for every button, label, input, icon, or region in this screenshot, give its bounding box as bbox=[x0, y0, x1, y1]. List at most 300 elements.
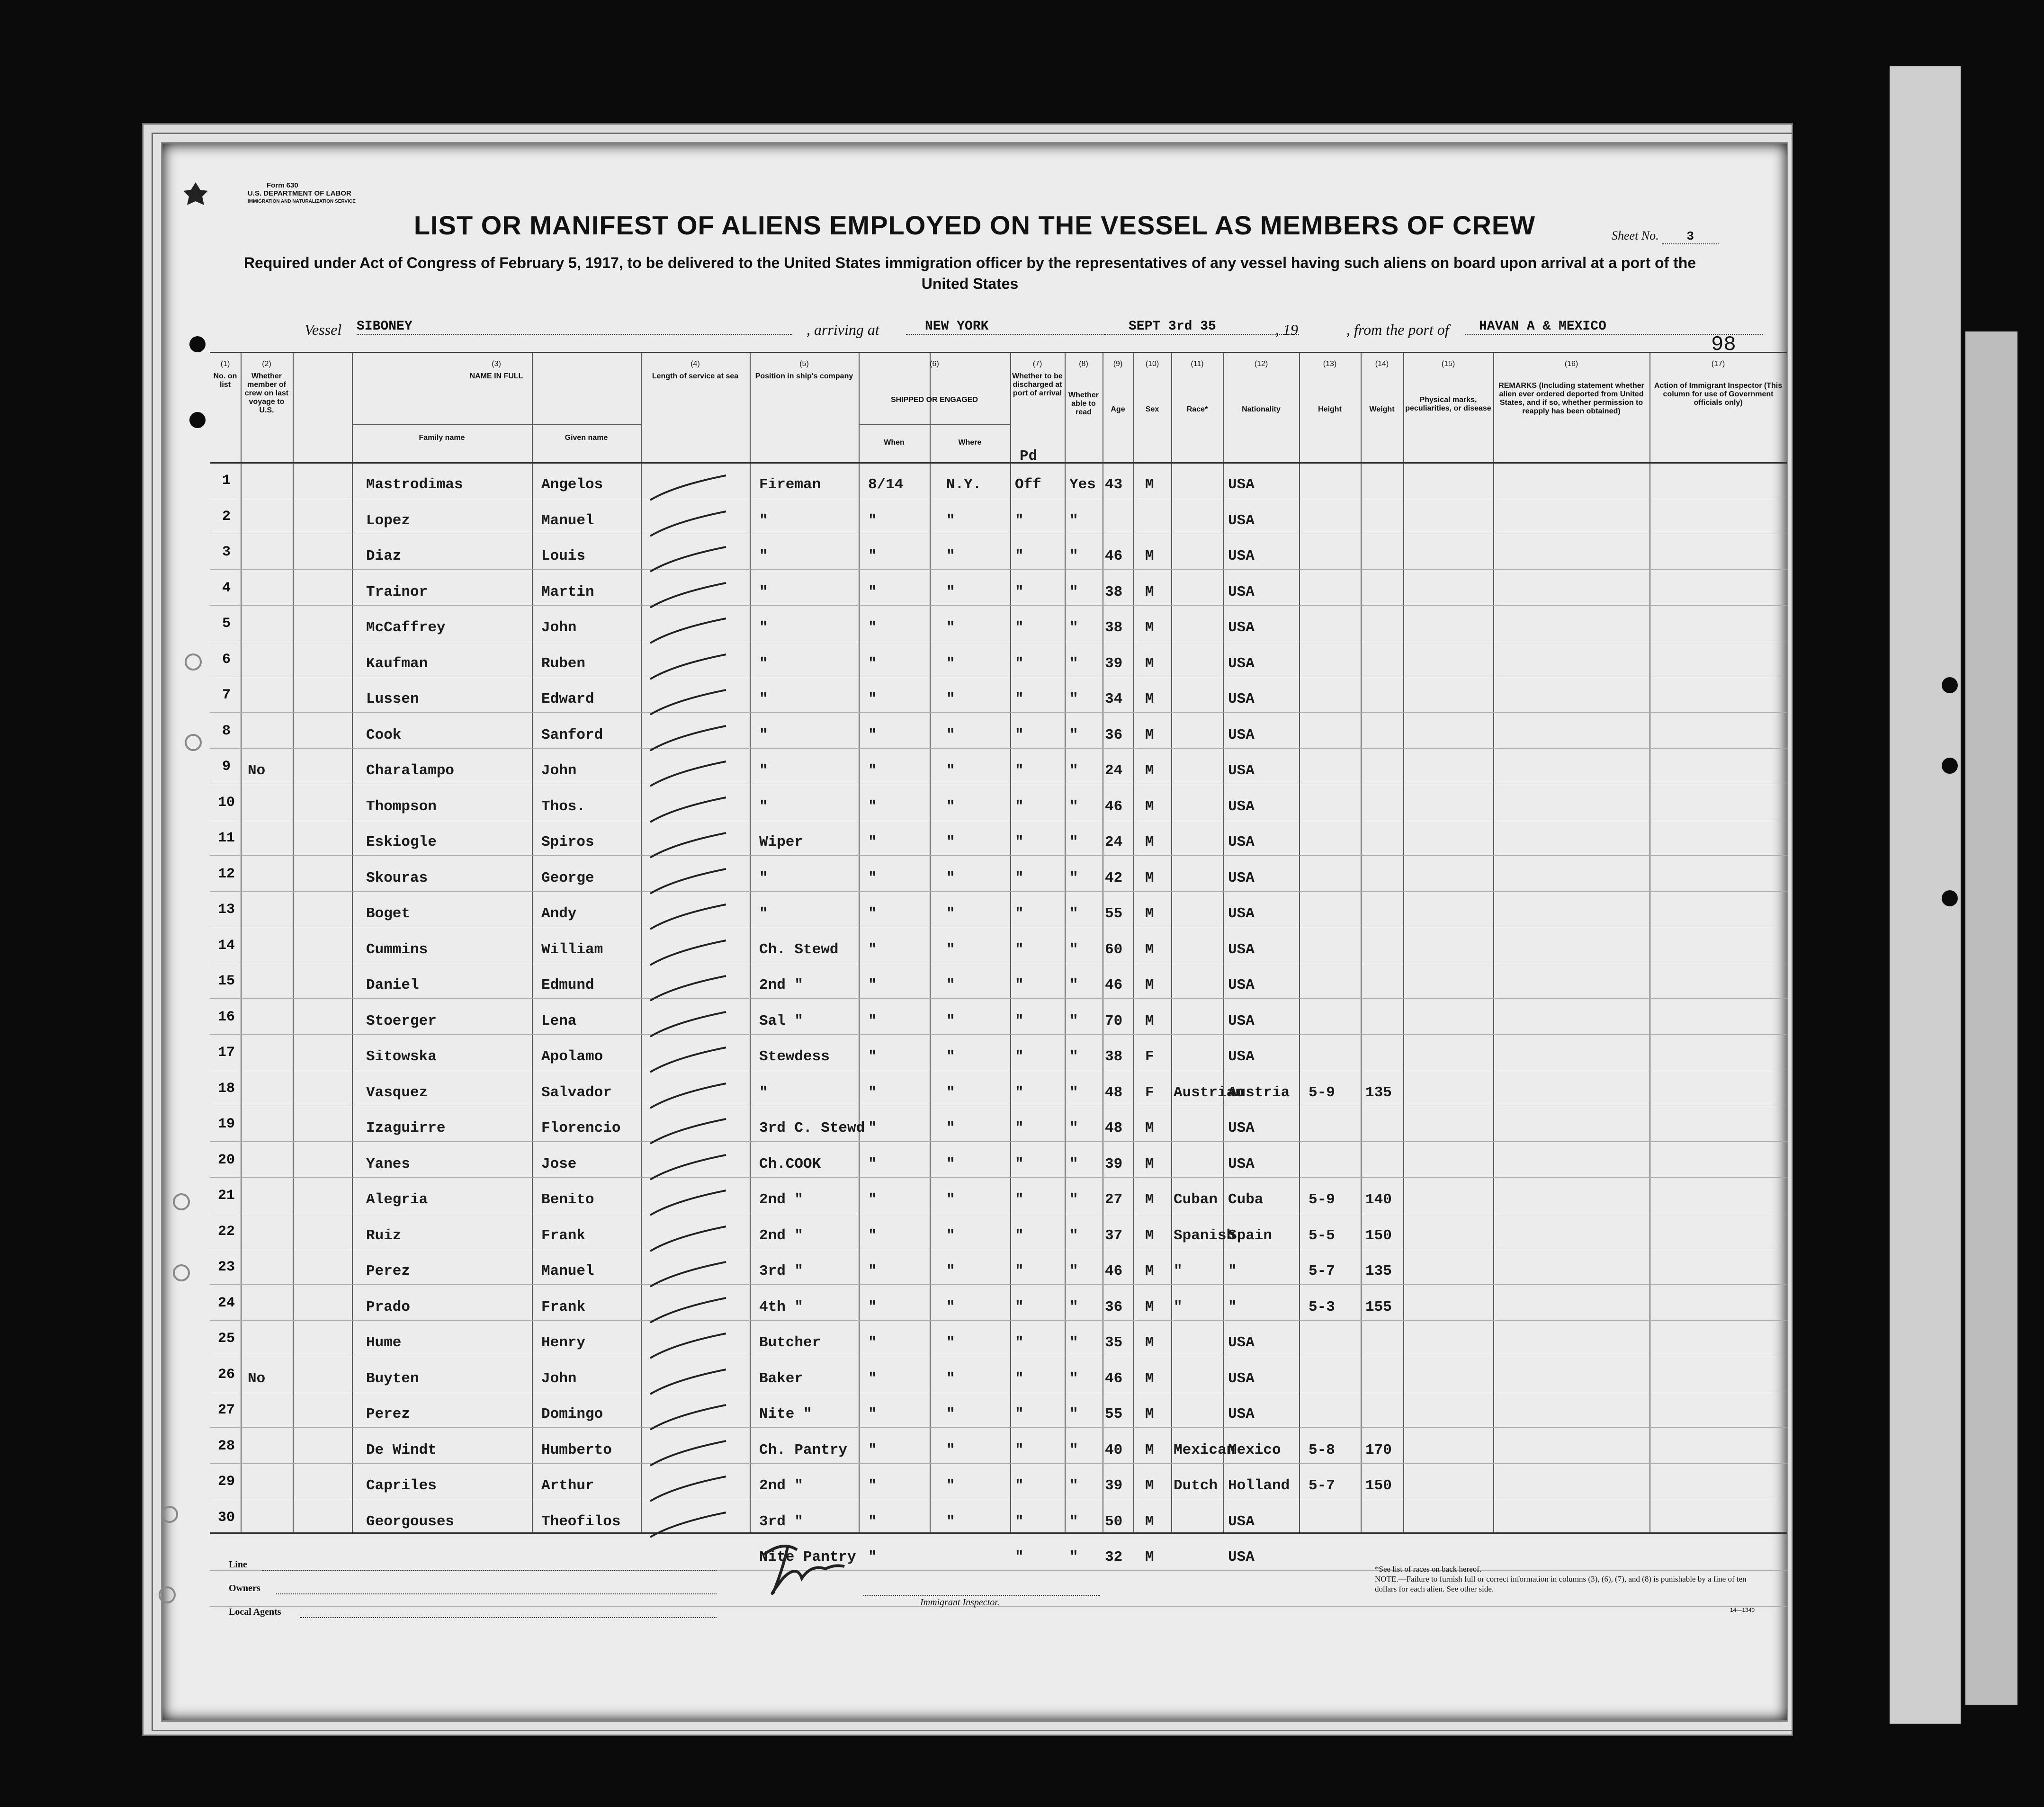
cell-sex: M bbox=[1145, 1406, 1154, 1422]
row-number: 16 bbox=[217, 1009, 235, 1025]
column-header: Family name bbox=[419, 434, 465, 442]
cell-where: " bbox=[946, 1048, 955, 1065]
service-check-mark bbox=[645, 829, 731, 862]
cell-weight: 155 bbox=[1365, 1298, 1392, 1315]
cell-where: " bbox=[946, 1227, 955, 1244]
cell-family: Cummins bbox=[366, 941, 428, 958]
cell-where: " bbox=[946, 619, 955, 636]
form-id-line: U.S. DEPARTMENT OF LABOR bbox=[248, 189, 351, 197]
table-row bbox=[210, 473, 1787, 512]
table-row bbox=[210, 902, 1787, 941]
manifest-page bbox=[161, 142, 1788, 1722]
owners-field bbox=[276, 1593, 717, 1594]
cell-sex: M bbox=[1145, 798, 1154, 815]
form-identifier bbox=[210, 181, 356, 206]
cell-discharged: " bbox=[1015, 548, 1024, 564]
cell-age: 34 bbox=[1105, 691, 1123, 707]
arrival-port: NEW YORK bbox=[906, 319, 1105, 335]
service-check-mark bbox=[645, 1187, 731, 1220]
row-number: 9 bbox=[222, 759, 231, 775]
column-header: REMARKS (Including statement whether alien ever ordered deported from United States, and if so, whether permission to reapply has been obtained) bbox=[1498, 382, 1644, 415]
cell-given: Florencio bbox=[541, 1120, 621, 1136]
cell-read: " bbox=[1069, 977, 1078, 993]
service-check-stroke bbox=[650, 869, 726, 894]
cell-when: " bbox=[868, 1191, 877, 1208]
manifest-title: LIST OR MANIFEST OF ALIENS EMPLOYED ON THE VESSEL AS MEMBERS OF CREW bbox=[413, 210, 1536, 240]
cell-race: Mexican bbox=[1174, 1441, 1236, 1458]
table-row bbox=[210, 508, 1787, 548]
cell-weight: 150 bbox=[1365, 1477, 1392, 1494]
binder-hole bbox=[185, 653, 202, 671]
cell-nationality: USA bbox=[1228, 619, 1255, 636]
cell-age: 42 bbox=[1105, 869, 1123, 886]
service-check-stroke bbox=[650, 904, 726, 929]
cell-age: 60 bbox=[1105, 941, 1123, 958]
cell-position: " bbox=[759, 905, 768, 922]
service-check-stroke bbox=[650, 726, 726, 751]
cell-when: " bbox=[868, 798, 877, 815]
cell-discharged: " bbox=[1015, 1298, 1024, 1315]
cell-where: " bbox=[946, 1370, 955, 1387]
cell-sex: M bbox=[1145, 977, 1154, 993]
row-number: 29 bbox=[217, 1474, 235, 1490]
cell-family: Georgouses bbox=[366, 1513, 455, 1530]
cell-age: 36 bbox=[1105, 1298, 1123, 1315]
cell-sex: M bbox=[1145, 1120, 1154, 1136]
service-check-stroke bbox=[650, 654, 726, 679]
service-check-mark bbox=[645, 1115, 731, 1148]
cell-weight: 140 bbox=[1365, 1191, 1392, 1208]
inspector-signature-icon bbox=[754, 1536, 849, 1602]
column-header: SHIPPED OR ENGAGED bbox=[890, 396, 978, 404]
cell-where: " bbox=[946, 655, 955, 672]
cell-given: George bbox=[541, 869, 594, 886]
row-number: 2 bbox=[222, 508, 231, 525]
cell-race: " bbox=[1174, 1263, 1183, 1279]
column-number: (15) bbox=[1441, 360, 1455, 368]
cell-age: 40 bbox=[1105, 1441, 1123, 1458]
cell-sex: M bbox=[1145, 691, 1154, 707]
service-check-mark bbox=[645, 901, 731, 934]
cell-position: " bbox=[759, 619, 768, 636]
arrival-date: SEPT 3rd 35 bbox=[1105, 319, 1299, 335]
cell-where: " bbox=[946, 1263, 955, 1279]
page-number: 98 bbox=[1711, 333, 1736, 357]
cell-given: John bbox=[541, 762, 577, 779]
line-field bbox=[262, 1570, 717, 1571]
cell-where: " bbox=[946, 1120, 955, 1136]
cell-nationality: USA bbox=[1228, 1155, 1255, 1172]
cell-age: 39 bbox=[1105, 1477, 1123, 1494]
cell-sex: M bbox=[1145, 905, 1154, 922]
service-check-mark bbox=[645, 1044, 731, 1077]
cell-family: Kaufman bbox=[366, 655, 428, 672]
service-check-mark bbox=[645, 937, 731, 970]
row-number: 5 bbox=[222, 616, 231, 632]
cell-given: William bbox=[541, 941, 603, 958]
voyage-details bbox=[305, 321, 1621, 345]
inspector-signature-line bbox=[863, 1595, 1100, 1596]
cell-read: " bbox=[1069, 512, 1078, 529]
cell-given: Apolamo bbox=[541, 1048, 603, 1065]
cell-nationality: Spain bbox=[1228, 1227, 1273, 1244]
cell-nationality: Holland bbox=[1228, 1477, 1290, 1494]
cell-read: " bbox=[1069, 1048, 1078, 1065]
column-number: (3) bbox=[492, 360, 501, 368]
column-number: (17) bbox=[1711, 360, 1725, 368]
row-number: 24 bbox=[217, 1295, 235, 1311]
service-check-stroke bbox=[650, 1512, 726, 1537]
row-number: 27 bbox=[217, 1402, 235, 1418]
cell-given: Ruben bbox=[541, 655, 586, 672]
row-number: 4 bbox=[222, 580, 231, 596]
cell-last: No bbox=[248, 762, 266, 779]
cell-when: " bbox=[868, 762, 877, 779]
cell-position: Nite " bbox=[759, 1406, 812, 1422]
cell-nationality: USA bbox=[1228, 1012, 1255, 1029]
service-check-stroke bbox=[650, 618, 726, 643]
cell-age: 32 bbox=[1105, 1549, 1123, 1565]
cell-read: " bbox=[1069, 1477, 1078, 1494]
column-number: (11) bbox=[1191, 360, 1204, 368]
manifest-subtitle: Required under Act of Congress of February 5, 1917, to be delivered to the United States immigration officer by the representatives of any vessel having such aliens on board upon arrival at a port of the United States bbox=[243, 254, 1696, 292]
column-header: No. on list bbox=[213, 372, 237, 389]
cell-where: " bbox=[946, 548, 955, 564]
cell-weight: 135 bbox=[1365, 1084, 1392, 1101]
cell-sex: F bbox=[1145, 1084, 1154, 1101]
cell-where: " bbox=[946, 1441, 955, 1458]
cell-sex: M bbox=[1145, 1513, 1154, 1530]
service-check-stroke bbox=[650, 976, 726, 1001]
cell-age: 46 bbox=[1105, 1263, 1123, 1279]
cell-age: 46 bbox=[1105, 977, 1123, 993]
cell-when: " bbox=[868, 1406, 877, 1422]
cell-when: " bbox=[868, 583, 877, 600]
cell-where: " bbox=[946, 905, 955, 922]
column-header: Whether to be discharged at port of arrival bbox=[1012, 372, 1063, 397]
table-row bbox=[210, 759, 1787, 798]
column-number: (16) bbox=[1564, 360, 1578, 368]
cell-given: Humberto bbox=[541, 1441, 612, 1458]
cell-position: " bbox=[759, 1084, 768, 1101]
cell-nationality: USA bbox=[1228, 691, 1255, 707]
column-header: When bbox=[884, 438, 905, 447]
cell-family: Trainor bbox=[366, 583, 428, 600]
cell-discharged: " bbox=[1015, 726, 1024, 743]
column-header: Race* bbox=[1186, 405, 1208, 413]
cell-position: 2nd " bbox=[759, 1191, 804, 1208]
cell-discharged: " bbox=[1015, 834, 1024, 850]
cell-discharged: " bbox=[1015, 1084, 1024, 1101]
service-check-stroke bbox=[650, 1369, 726, 1394]
column-header: Physical marks, peculiarities, or disease bbox=[1405, 396, 1491, 412]
binder-hole bbox=[1942, 758, 1958, 774]
service-check-mark bbox=[645, 1223, 731, 1256]
cell-read: " bbox=[1069, 1441, 1078, 1458]
cell-nationality: USA bbox=[1228, 941, 1255, 958]
cell-height: 5-9 bbox=[1309, 1084, 1335, 1101]
cell-height: 5-5 bbox=[1309, 1227, 1335, 1244]
service-check-stroke bbox=[650, 511, 726, 536]
cell-family: Hume bbox=[366, 1334, 402, 1351]
cell-position: 3rd " bbox=[759, 1263, 804, 1279]
cell-height: 5-8 bbox=[1309, 1441, 1335, 1458]
cell-age: 46 bbox=[1105, 1370, 1123, 1387]
cell-when: " bbox=[868, 869, 877, 886]
table-row bbox=[210, 580, 1787, 620]
cell-discharged: " bbox=[1015, 1477, 1024, 1494]
service-check-mark bbox=[645, 722, 731, 755]
cell-given: Manuel bbox=[541, 1263, 594, 1279]
cell-read: " bbox=[1069, 1227, 1078, 1244]
cell-given: Thos. bbox=[541, 798, 586, 815]
table-row bbox=[210, 1188, 1787, 1227]
service-check-mark bbox=[645, 1330, 731, 1363]
row-number: 6 bbox=[222, 651, 231, 668]
cell-read: " bbox=[1069, 655, 1078, 672]
cell-family: Daniel bbox=[366, 977, 419, 993]
cell-when: " bbox=[868, 1549, 877, 1565]
cell-position: Wiper bbox=[759, 834, 804, 850]
cell-when: " bbox=[868, 1048, 877, 1065]
table-row bbox=[210, 1331, 1787, 1370]
cell-where: " bbox=[946, 1084, 955, 1101]
cell-given: Sanford bbox=[541, 726, 603, 743]
table-row bbox=[210, 1366, 1787, 1406]
cell-last: No bbox=[248, 1370, 266, 1387]
cell-nationality: USA bbox=[1228, 1120, 1255, 1136]
cell-family: Lopez bbox=[366, 512, 411, 529]
cell-where: " bbox=[946, 1513, 955, 1530]
cell-sex: M bbox=[1145, 1549, 1154, 1565]
cell-where: " bbox=[946, 1298, 955, 1315]
cell-age: 39 bbox=[1105, 655, 1123, 672]
line-label: Line bbox=[229, 1559, 247, 1570]
column-number: (9) bbox=[1113, 360, 1123, 368]
cell-age: 39 bbox=[1105, 1155, 1123, 1172]
binder-hole bbox=[173, 1193, 190, 1210]
column-number: (7) bbox=[1032, 360, 1042, 368]
row-number: 18 bbox=[217, 1080, 235, 1097]
arriving-label: , arriving at bbox=[807, 321, 879, 338]
service-check-stroke bbox=[650, 1476, 726, 1501]
table-row bbox=[210, 1402, 1787, 1442]
service-check-mark bbox=[645, 972, 731, 1005]
cell-read: " bbox=[1069, 1334, 1078, 1351]
table-row bbox=[210, 1438, 1787, 1478]
cell-when: " bbox=[868, 1263, 877, 1279]
agents-label: Local Agents bbox=[229, 1607, 281, 1617]
cell-age: 37 bbox=[1105, 1227, 1123, 1244]
footer-notes bbox=[1375, 1564, 1754, 1594]
cell-nationality: USA bbox=[1228, 762, 1255, 779]
cell-age: 43 bbox=[1105, 476, 1123, 493]
column-header: Length of service at sea bbox=[652, 372, 739, 380]
cell-family: Charalampo bbox=[366, 762, 455, 779]
binder-hole bbox=[161, 1506, 178, 1523]
cell-family: Alegria bbox=[366, 1191, 428, 1208]
service-check-stroke bbox=[650, 1441, 726, 1466]
cell-family: Prado bbox=[366, 1298, 411, 1315]
binder-hole bbox=[189, 336, 206, 352]
service-check-mark bbox=[645, 472, 731, 505]
cell-family: Perez bbox=[366, 1263, 411, 1279]
cell-nationality: " bbox=[1228, 1298, 1237, 1315]
cell-age: 50 bbox=[1105, 1513, 1123, 1530]
cell-where: " bbox=[946, 869, 955, 886]
cell-position: " bbox=[759, 869, 768, 886]
service-check-stroke bbox=[650, 1298, 726, 1323]
service-check-mark bbox=[645, 579, 731, 612]
header-span-rule bbox=[352, 424, 641, 425]
cell-sex: M bbox=[1145, 476, 1154, 493]
table-row bbox=[210, 1259, 1787, 1299]
service-check-stroke bbox=[650, 1262, 726, 1287]
cell-position: " bbox=[759, 512, 768, 529]
column-header: Age bbox=[1111, 405, 1125, 413]
cell-read: " bbox=[1069, 1298, 1078, 1315]
cell-height: 5-3 bbox=[1309, 1298, 1335, 1315]
column-number: (13) bbox=[1323, 360, 1337, 368]
sheet-number bbox=[1612, 229, 1719, 244]
row-number: 21 bbox=[217, 1188, 235, 1204]
cell-read: " bbox=[1069, 1191, 1078, 1208]
cell-weight: 135 bbox=[1365, 1263, 1392, 1279]
cell-position: 3rd " bbox=[759, 1513, 804, 1530]
service-check-mark bbox=[645, 686, 731, 719]
cell-discharged: " bbox=[1015, 977, 1024, 993]
cell-position: 2nd " bbox=[759, 1227, 804, 1244]
cell-where: " bbox=[946, 726, 955, 743]
cell-nationality: USA bbox=[1228, 869, 1255, 886]
year-label: , 19 bbox=[1275, 321, 1298, 338]
cell-family: Yanes bbox=[366, 1155, 411, 1172]
cell-when: " bbox=[868, 941, 877, 958]
service-check-mark bbox=[645, 794, 731, 827]
binder-hole bbox=[159, 1586, 176, 1603]
cell-where: " bbox=[946, 798, 955, 815]
cell-read: " bbox=[1069, 691, 1078, 707]
cell-discharged: " bbox=[1015, 1370, 1024, 1387]
service-check-mark bbox=[645, 508, 731, 541]
row-number: 10 bbox=[217, 794, 235, 811]
owners-label: Owners bbox=[229, 1583, 260, 1593]
cell-nationality: USA bbox=[1228, 512, 1255, 529]
cell-position: " bbox=[759, 548, 768, 564]
cell-given: Martin bbox=[541, 583, 594, 600]
from-port-label: , from the port of bbox=[1346, 321, 1449, 338]
table-row bbox=[210, 544, 1787, 584]
table-row bbox=[210, 866, 1787, 906]
cell-discharged: " bbox=[1015, 691, 1024, 707]
service-check-mark bbox=[645, 1151, 731, 1184]
cell-when: " bbox=[868, 1334, 877, 1351]
cell-sex: M bbox=[1145, 762, 1154, 779]
service-check-stroke bbox=[650, 475, 726, 500]
cell-position: 3rd C. Stewd bbox=[759, 1120, 865, 1136]
column-number: (5) bbox=[799, 360, 809, 368]
cell-sex: M bbox=[1145, 726, 1154, 743]
row-number: 11 bbox=[217, 830, 235, 846]
cell-discharged: " bbox=[1015, 1334, 1024, 1351]
column-number: (12) bbox=[1254, 360, 1268, 368]
cell-read: " bbox=[1069, 1012, 1078, 1029]
cell-nationality: USA bbox=[1228, 1513, 1255, 1530]
cell-family: Cook bbox=[366, 726, 402, 743]
form-id-line: Form 630 bbox=[267, 181, 298, 189]
cell-nationality: USA bbox=[1228, 1048, 1255, 1065]
column-number: (14) bbox=[1375, 360, 1389, 368]
cell-discharged: " bbox=[1015, 1048, 1024, 1065]
cell-discharged: " bbox=[1015, 798, 1024, 815]
cell-read: Yes bbox=[1069, 476, 1096, 493]
cell-read: " bbox=[1069, 1155, 1078, 1172]
cell-given: Henry bbox=[541, 1334, 586, 1351]
cell-read: " bbox=[1069, 1263, 1078, 1279]
cell-sex: M bbox=[1145, 1334, 1154, 1351]
column-header: Action of Immigrant Inspector (This column for use of Government officials only) bbox=[1654, 382, 1783, 407]
cell-sex: M bbox=[1145, 869, 1154, 886]
row-number: 13 bbox=[217, 902, 235, 918]
cell-sex: M bbox=[1145, 941, 1154, 958]
cell-when: " bbox=[868, 1370, 877, 1387]
cell-where: " bbox=[946, 1191, 955, 1208]
cell-discharged: " bbox=[1015, 869, 1024, 886]
cell-when: " bbox=[868, 548, 877, 564]
cell-given: John bbox=[541, 1370, 577, 1387]
table-row bbox=[210, 1045, 1787, 1084]
cell-discharged: " bbox=[1015, 1513, 1024, 1530]
cell-height: 5-7 bbox=[1309, 1477, 1335, 1494]
cell-discharged: Off bbox=[1015, 476, 1041, 493]
column-header: Position in ship's company bbox=[755, 372, 853, 380]
column-number: (4) bbox=[690, 360, 700, 368]
service-check-mark bbox=[645, 1294, 731, 1327]
table-row bbox=[210, 1474, 1787, 1513]
cell-position: 2nd " bbox=[759, 977, 804, 993]
cell-position: 2nd " bbox=[759, 1477, 804, 1494]
discharge-note: Pd bbox=[1020, 448, 1038, 465]
cell-where: " bbox=[946, 691, 955, 707]
cell-given: Lena bbox=[541, 1012, 577, 1029]
cell-read: " bbox=[1069, 1370, 1078, 1387]
cell-when: " bbox=[868, 834, 877, 850]
table-row bbox=[210, 794, 1787, 834]
binder-hole bbox=[189, 412, 206, 428]
row-number: 20 bbox=[217, 1152, 235, 1168]
cell-age: 46 bbox=[1105, 798, 1123, 815]
table-row bbox=[210, 1080, 1787, 1120]
cell-given: Domingo bbox=[541, 1406, 603, 1422]
service-check-stroke bbox=[650, 1047, 726, 1072]
cell-nationality: USA bbox=[1228, 1549, 1255, 1565]
service-check-stroke bbox=[650, 833, 726, 858]
cell-sex: F bbox=[1145, 1048, 1154, 1065]
cell-read: " bbox=[1069, 726, 1078, 743]
cell-nationality: USA bbox=[1228, 977, 1255, 993]
cell-age: 48 bbox=[1105, 1120, 1123, 1136]
service-check-stroke bbox=[650, 761, 726, 786]
departure-port: HAVAN A & MEXICO bbox=[1465, 319, 1763, 335]
cell-discharged: " bbox=[1015, 1191, 1024, 1208]
cell-read: " bbox=[1069, 583, 1078, 600]
service-check-stroke bbox=[650, 1405, 726, 1430]
cell-when: " bbox=[868, 1513, 877, 1530]
cell-given: Frank bbox=[541, 1298, 586, 1315]
binder-hole bbox=[185, 734, 202, 751]
cell-read: " bbox=[1069, 905, 1078, 922]
cell-position: Ch. Pantry bbox=[759, 1441, 848, 1458]
